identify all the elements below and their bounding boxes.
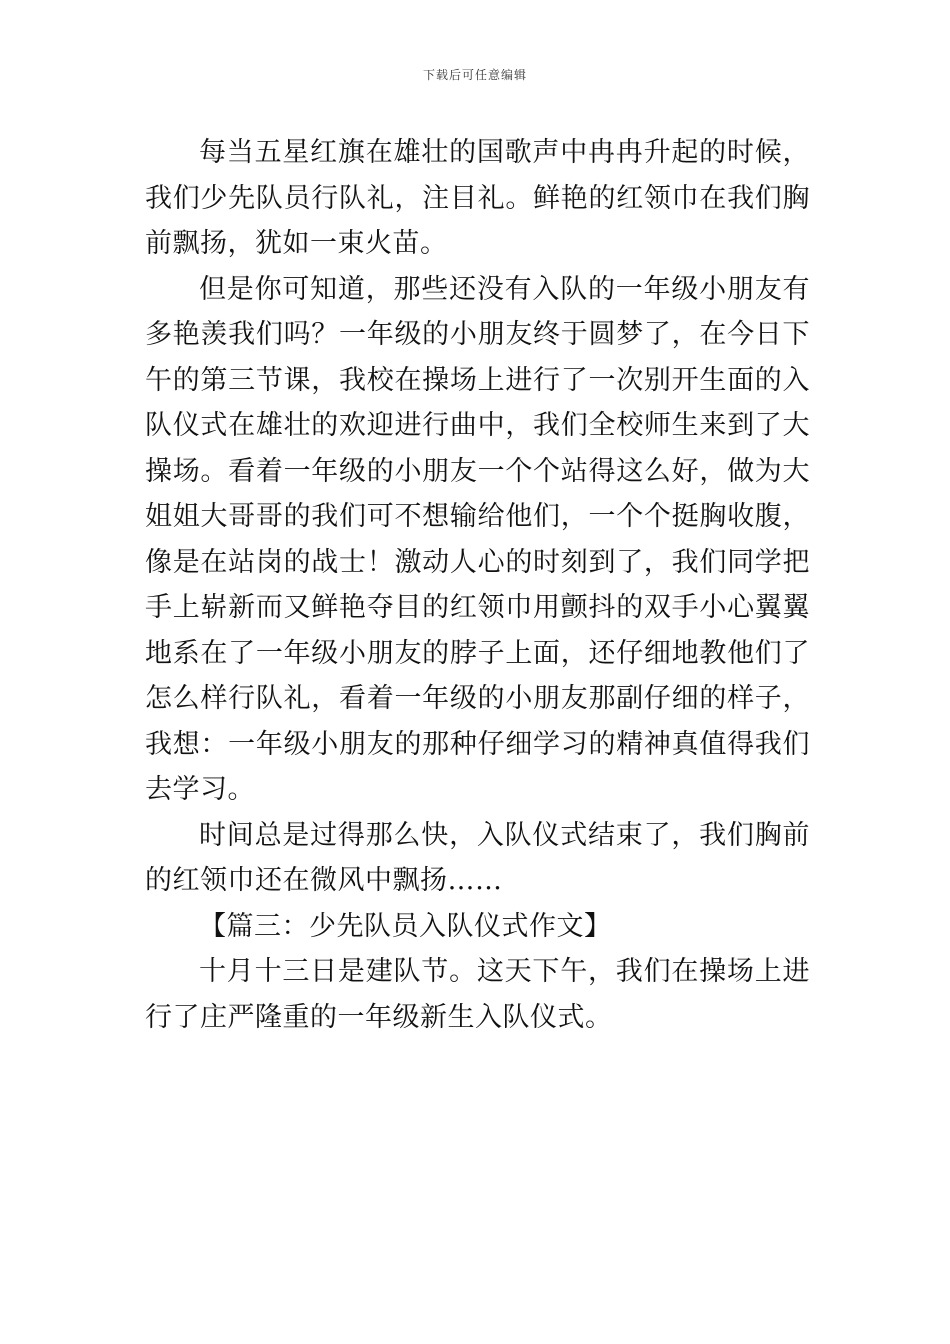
- paragraph-3: 时间总是过得那么快，入队仪式结束了，我们胸前的红领巾还在微风中飘扬……: [145, 819, 810, 896]
- header-note: 下载后可任意编辑: [422, 68, 527, 82]
- paragraph-4: 十月十三日是建队节。这天下午，我们在操场上进行了庄严隆重的一年级新生入队仪式。: [145, 956, 810, 1033]
- document-body: [145, 130, 810, 1040]
- paragraph-2: 但是你可知道，那些还没有入队的一年级小朋友有多艳羡我们吗？一年级的小朋友终于圆梦了，在今日下午的第三节课，我校在操场上进行了一次别开生面的入队仪式在雄壮的欢迎进行曲中，我们全校师生来到了大操场。看着一年级的小朋友一个个站得这么好，做为大姐姐大哥哥的我们可不想输给他们，一个个挺胸收腹，像是在站岗的战士！激动人心的时刻到了，我们同学把手上崭新而又鲜艳夺目的红领巾用颤抖的双手小心翼翼地系在了一年级小朋友的脖子上面，还仔细地教他们了怎么样行队礼，看着一年级的小朋友那副仔细的样子，我想：一年级小朋友的那种仔细学习的精神真值得我们去学习。: [145, 273, 810, 805]
- section-title: 【篇三：少先队员入队仪式作文】: [199, 910, 612, 942]
- paragraph-1: 每当五星红旗在雄壮的国歌声中冉冉升起的时候，我们少先队员行队礼，注目礼。鲜艳的红领巾在我们胸前飘扬，犹如一束火苗。: [145, 137, 810, 259]
